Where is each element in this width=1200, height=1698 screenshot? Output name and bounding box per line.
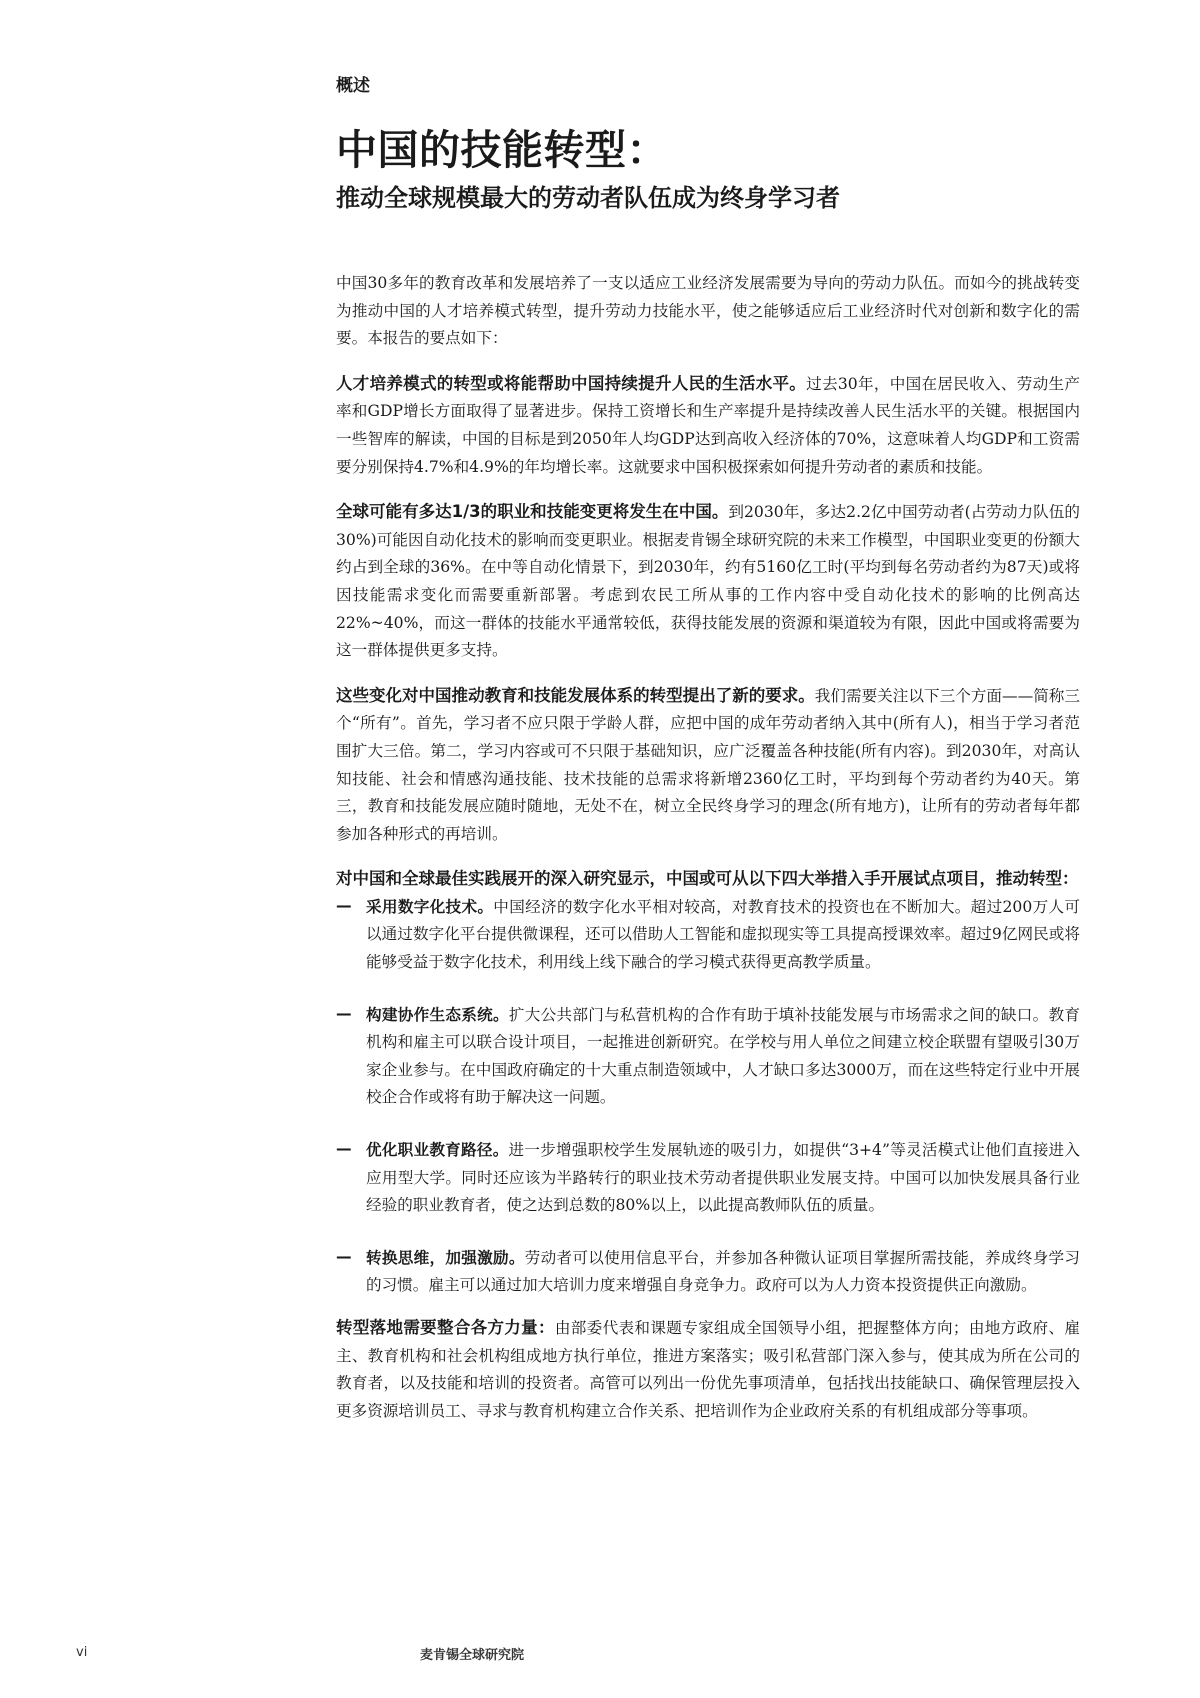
key-point-paragraph: [336, 682, 1080, 849]
initiative-text: 进一步增强职校学生发展轨迹的吸引力，如提供“3+4”等灵活模式让他们直接进入应用型大学。同时还应该为半路转行的职业技术劳动者提供职业发展支持。中国可以加快发展具备行业经验的职业教育者，使之达到总数的80%以上，以此提高教师队伍的质量。: [366, 1141, 1080, 1215]
key-point-text: 我们需要关注以下三个方面——简称三个“所有”。首先，学习者不应只限于学龄人群，应把中国的成年劳动者纳入其中(所有人)，相当于学习者范围扩大三倍。第二，学习内容或可不只限于基础知识，应广泛覆盖各种技能(所有内容)。到2030年，对高认知技能、社会和情感沟通技能、技术技能的总需求将新增2360亿工时，平均到每个劳动者约为40天。第三，教育和技能发展应随时随地，无处不在，树立全民终身学习的理念(所有地方)，让所有的劳动者每年都参加各种形式的再培训。: [336, 686, 1080, 843]
initiative-lead: 采用数字化技术。: [366, 896, 494, 916]
closing-lead: 转型落地需要整合各方力量：: [336, 1318, 555, 1337]
initiative-item: [336, 1244, 1080, 1300]
dash-bullet-icon: —: [336, 1140, 352, 1159]
initiative-list: [336, 893, 1080, 1300]
key-point-lead: 人才培养模式的转型或将能帮助中国持续提升人民的生活水平。: [336, 373, 807, 393]
footer-organization: 麦肯锡全球研究院: [420, 1648, 525, 1663]
initiative-item: [336, 893, 1080, 977]
initiative-lead: 转换思维，加强激励。: [366, 1247, 525, 1267]
initiative-text: 劳动者可以使用信息平台，并参加各种微认证项目掌握所需技能，养成终身学习的习惯。雇主可以通过加大培训力度来增强自身竞争力。政府可以为人力资本投资提供正向激励。: [366, 1248, 1080, 1295]
initiative-item: [336, 1136, 1080, 1220]
document-body: [336, 74, 1080, 1425]
initiative-lead: 构建协作生态系统。: [366, 1004, 509, 1024]
initiative-text: 扩大公共部门与私营机构的合作有助于填补技能发展与市场需求之间的缺口。教育机构和雇主可以联合设计项目，一起推进创新研究。在学校与用人单位之间建立校企联盟有望吸引30万家企业参与。在中国政府确定的十大重点制造领域中，人才缺口多达3000万，而在这些特定行业中开展校企合作或将有助于解决这一问题。: [366, 1005, 1080, 1107]
key-point-lead: 这些变化对中国推动教育和技能发展体系的转型提出了新的要求。: [336, 685, 815, 705]
dash-bullet-icon: —: [336, 896, 352, 915]
key-point-text: 过去30年，中国在居民收入、劳动生产率和GDP增长方面取得了显著进步。保持工资增长和生产率提升是持续改善人民生活水平的关键。根据国内一些智库的解读，中国的目标是到2050年人均GDP达到高收入经济体的70%，这意味着人均GDP和工资需要分别保持4.7%和4.9%的年均增长率。这就要求中国积极探索如何提升劳动者的素质和技能。: [336, 374, 1081, 476]
initiative-lead: 优化职业教育路径。: [366, 1140, 509, 1160]
page-subtitle: 推动全球规模最大的劳动者队伍成为终身学习者: [336, 184, 840, 212]
intro-paragraph: 中国30多年的教育改革和发展培养了一支以适应工业经济发展需要为导向的劳动力队伍。而如今的挑战转变为推动中国的人才培养模式转型，提升劳动力技能水平，使之能够适应后工业经济时代对创新和数字化的需要。本报告的要点如下：: [336, 274, 1080, 348]
dash-bullet-icon: —: [336, 1004, 352, 1023]
key-point-paragraph: [336, 370, 1080, 481]
closing-paragraph: [336, 1314, 1080, 1425]
dash-bullet-icon: —: [336, 1247, 352, 1266]
page-number: vi: [76, 1645, 88, 1660]
pilot-heading: 对中国和全球最佳实践展开的深入研究显示，中国或可从以下四大举措入手开展试点项目，推动转型：: [336, 869, 1079, 889]
key-point-lead: 全球可能有多达1/3的职业和技能变更将发生在中国。: [336, 502, 729, 522]
section-label: 概述: [336, 76, 370, 96]
initiative-item: [336, 1001, 1080, 1112]
page-title: 中国的技能转型：: [336, 126, 668, 174]
key-point-paragraph: [336, 498, 1080, 665]
closing-text: 由部委代表和课题专家组成全国领导小组，把握整体方向；由地方政府、雇主、教育机构和社会机构组成地方执行单位，推进方案落实；吸引私营部门深入参与，使其成为所在公司的教育者，以及技能和培训的投资者。高管可以列出一份优先事项清单，包括找出技能缺口、确保管理层投入更多资源培训员工、寻求与教育机构建立合作关系、把培训作为企业政府关系的有机组成部分等事项。: [336, 1319, 1080, 1420]
key-point-text: 到2030年，多达2.2亿中国劳动者(占劳动力队伍的30%)可能因自动化技术的影响而变更职业。根据麦肯锡全球研究院的未来工作模型，中国职业变更的份额大约占到全球的36%。在中等自动化情景下，到2030年，约有5160亿工时(平均到每名劳动者约为87天)或将因技能需求变化而需要重新部署。考虑到农民工所从事的工作内容中受自动化技术的影响的比例高达22%~40%，而这一群体的技能水平通常较低，获得技能发展的资源和渠道较为有限，因此中国或将需要为这一群体提供更多支持。: [336, 503, 1080, 660]
initiative-text: 中国经济的数字化水平相对较高，对教育技术的投资也在不断加大。超过200万人可以通过数字化平台提供微课程，还可以借助人工智能和虚拟现实等工具提高授课效率。超过9亿网民或将能够受益于数字化技术，利用线上线下融合的学习模式获得更高教学质量。: [366, 897, 1080, 972]
